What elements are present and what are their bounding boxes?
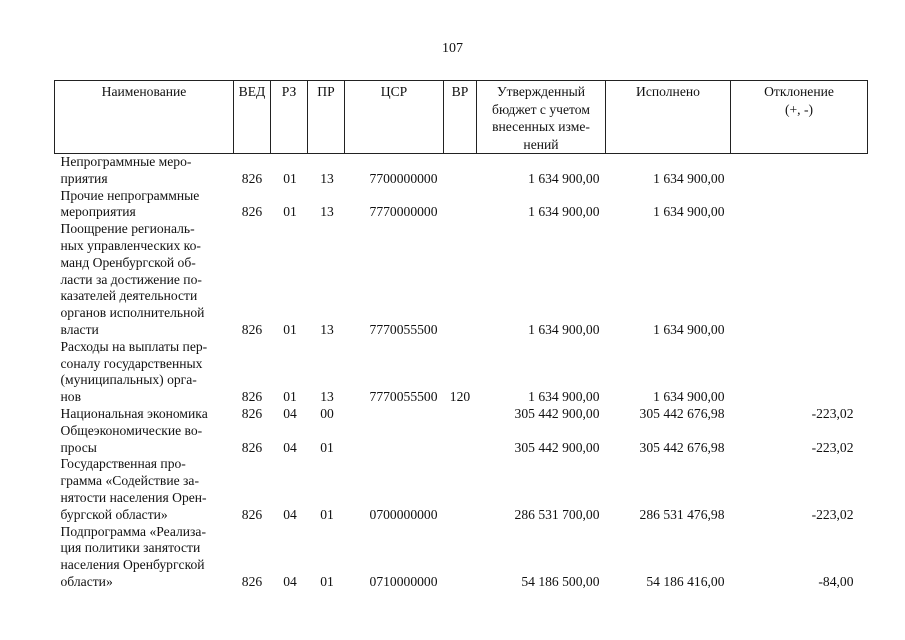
cell-csr: 7700000000 [369,170,438,186]
cell-deviation [731,154,868,188]
cell-name-line: Подпрограмма «Реализа- [60,523,206,539]
cell-deviation: -223,02 [811,439,854,455]
cell-ved: 826 [241,405,263,421]
cell-name-line: соналу государственных [60,355,203,371]
budget-execution-table [54,80,868,591]
cell-name-line: ласти за достижение по- [60,271,202,287]
cell-name [55,456,234,523]
table-body [55,154,868,591]
cell-rz: 01 [283,389,297,405]
cell-deviation: -223,02 [811,506,854,522]
header-pr: ПР [308,81,345,154]
header-csr: ЦСР [345,81,444,154]
cell-pr: 13 [320,389,334,405]
cell-name-line: казателей деятельности [60,288,198,304]
cell-name-line: власти [60,321,99,337]
cell-deviation: -84,00 [818,573,854,589]
cell-csr: 7770055500 [369,389,438,405]
cell-executed: 1 634 900,00 [653,321,725,337]
table-row [55,188,868,222]
cell-name-line: Расходы на выплаты пер- [60,338,208,354]
cell-vr [444,154,477,188]
cell-approved-budget: 1 634 900,00 [528,170,600,186]
cell-ved: 826 [241,389,263,405]
cell-ved: 826 [241,321,263,337]
cell-name [55,406,234,423]
cell-approved-budget: 286 531 700,00 [514,506,600,522]
cell-ved: 826 [241,506,263,522]
cell-executed: 305 442 676,98 [639,405,725,421]
cell-vr [444,423,477,457]
header-rz: РЗ [271,81,308,154]
cell-name-line: просы [60,439,97,455]
cell-name-line: области» [60,573,113,589]
cell-name-line: приятия [60,170,108,186]
header-ved: ВЕД [234,81,271,154]
table-row [55,406,868,423]
cell-executed: 1 634 900,00 [653,389,725,405]
cell-name-line: грамма «Содействие за- [60,473,199,489]
cell-vr: 120 [449,389,471,405]
cell-name [55,339,234,406]
cell-name-line: ных управленческих ко- [60,237,201,253]
cell-name-line: Непрограммные меро- [60,154,192,169]
header-approved-budget-line: нений [523,136,559,152]
table-row [55,221,868,339]
header-deviation [731,81,868,154]
cell-name-line: нов [60,389,81,405]
header-approved-budget-line: Утвержденный [496,84,586,99]
table-row [55,456,868,523]
cell-name-line: Общеэкономические во- [60,422,203,438]
cell-csr: 7770000000 [369,204,438,220]
header-deviation-line: (+, -) [784,101,814,117]
cell-pr: 01 [320,573,334,589]
header-approved-budget-line: бюджет с учетом [492,101,590,117]
cell-name-line: (муниципальных) орга- [60,372,197,388]
cell-name-line: Поощрение региональ- [60,221,195,237]
cell-rz: 01 [283,204,297,220]
cell-approved-budget: 1 634 900,00 [528,389,600,405]
cell-csr: 7770055500 [369,321,438,337]
cell-csr [345,406,444,423]
cell-deviation [731,221,868,339]
cell-ved: 826 [241,439,263,455]
cell-name-line: нятости населения Орен- [60,489,207,505]
table-row [55,339,868,406]
cell-name [55,423,234,457]
cell-name-line: Государственная про- [60,456,186,472]
cell-ved: 826 [241,170,263,186]
cell-rz: 01 [283,170,297,186]
table-row [55,524,868,591]
cell-pr: 01 [320,506,334,522]
header-executed: Исполнено [606,81,731,154]
cell-rz: 04 [283,439,297,455]
page-number: 107 [442,41,463,56]
cell-name [55,221,234,339]
cell-name-line: Прочие непрограммные [60,187,200,203]
cell-name [55,524,234,591]
cell-csr: 0710000000 [369,573,438,589]
cell-name-line: Национальная экономика [60,405,208,421]
cell-approved-budget: 1 634 900,00 [528,321,600,337]
cell-name-line: бургской области» [60,506,168,522]
cell-name-line: ция политики занятости [60,540,201,556]
table-row [55,423,868,457]
cell-rz: 04 [283,573,297,589]
header-approved-budget-line: внесенных изме- [492,119,590,134]
cell-pr: 13 [320,204,334,220]
cell-approved-budget: 305 442 900,00 [514,439,600,455]
cell-ved: 826 [241,573,263,589]
cell-vr [444,221,477,339]
cell-executed: 286 531 476,98 [639,506,725,522]
cell-executed: 1 634 900,00 [653,204,725,220]
cell-pr: 13 [320,321,334,337]
cell-pr: 00 [320,405,334,421]
cell-pr: 13 [320,170,334,186]
cell-executed: 305 442 676,98 [639,439,725,455]
cell-vr [444,524,477,591]
header-deviation-line: Отклонение [764,84,834,99]
cell-approved-budget: 1 634 900,00 [528,204,600,220]
cell-approved-budget: 54 186 500,00 [521,573,600,589]
cell-deviation [731,188,868,222]
table-row [55,154,868,188]
header-name: Наименование [55,81,234,154]
cell-name [55,154,234,188]
header-vr: ВР [444,81,477,154]
cell-ved: 826 [241,204,263,220]
cell-pr: 01 [320,439,334,455]
cell-csr: 0700000000 [369,506,438,522]
table-header-row [55,81,868,154]
cell-vr [444,406,477,423]
cell-deviation [731,339,868,406]
cell-name-line: манд Оренбургской об- [60,254,196,270]
cell-vr [444,188,477,222]
cell-rz: 01 [283,321,297,337]
cell-deviation: -223,02 [811,405,854,421]
cell-executed: 54 186 416,00 [646,573,725,589]
cell-rz: 04 [283,405,297,421]
cell-vr [444,456,477,523]
cell-name [55,188,234,222]
cell-approved-budget: 305 442 900,00 [514,405,600,421]
cell-name-line: мероприятия [60,204,136,220]
cell-csr [345,423,444,457]
cell-executed: 1 634 900,00 [653,170,725,186]
cell-rz: 04 [283,506,297,522]
cell-name-line: органов исполнительной [60,305,205,321]
header-approved-budget [477,81,606,154]
cell-name-line: населения Оренбургской [60,557,205,573]
